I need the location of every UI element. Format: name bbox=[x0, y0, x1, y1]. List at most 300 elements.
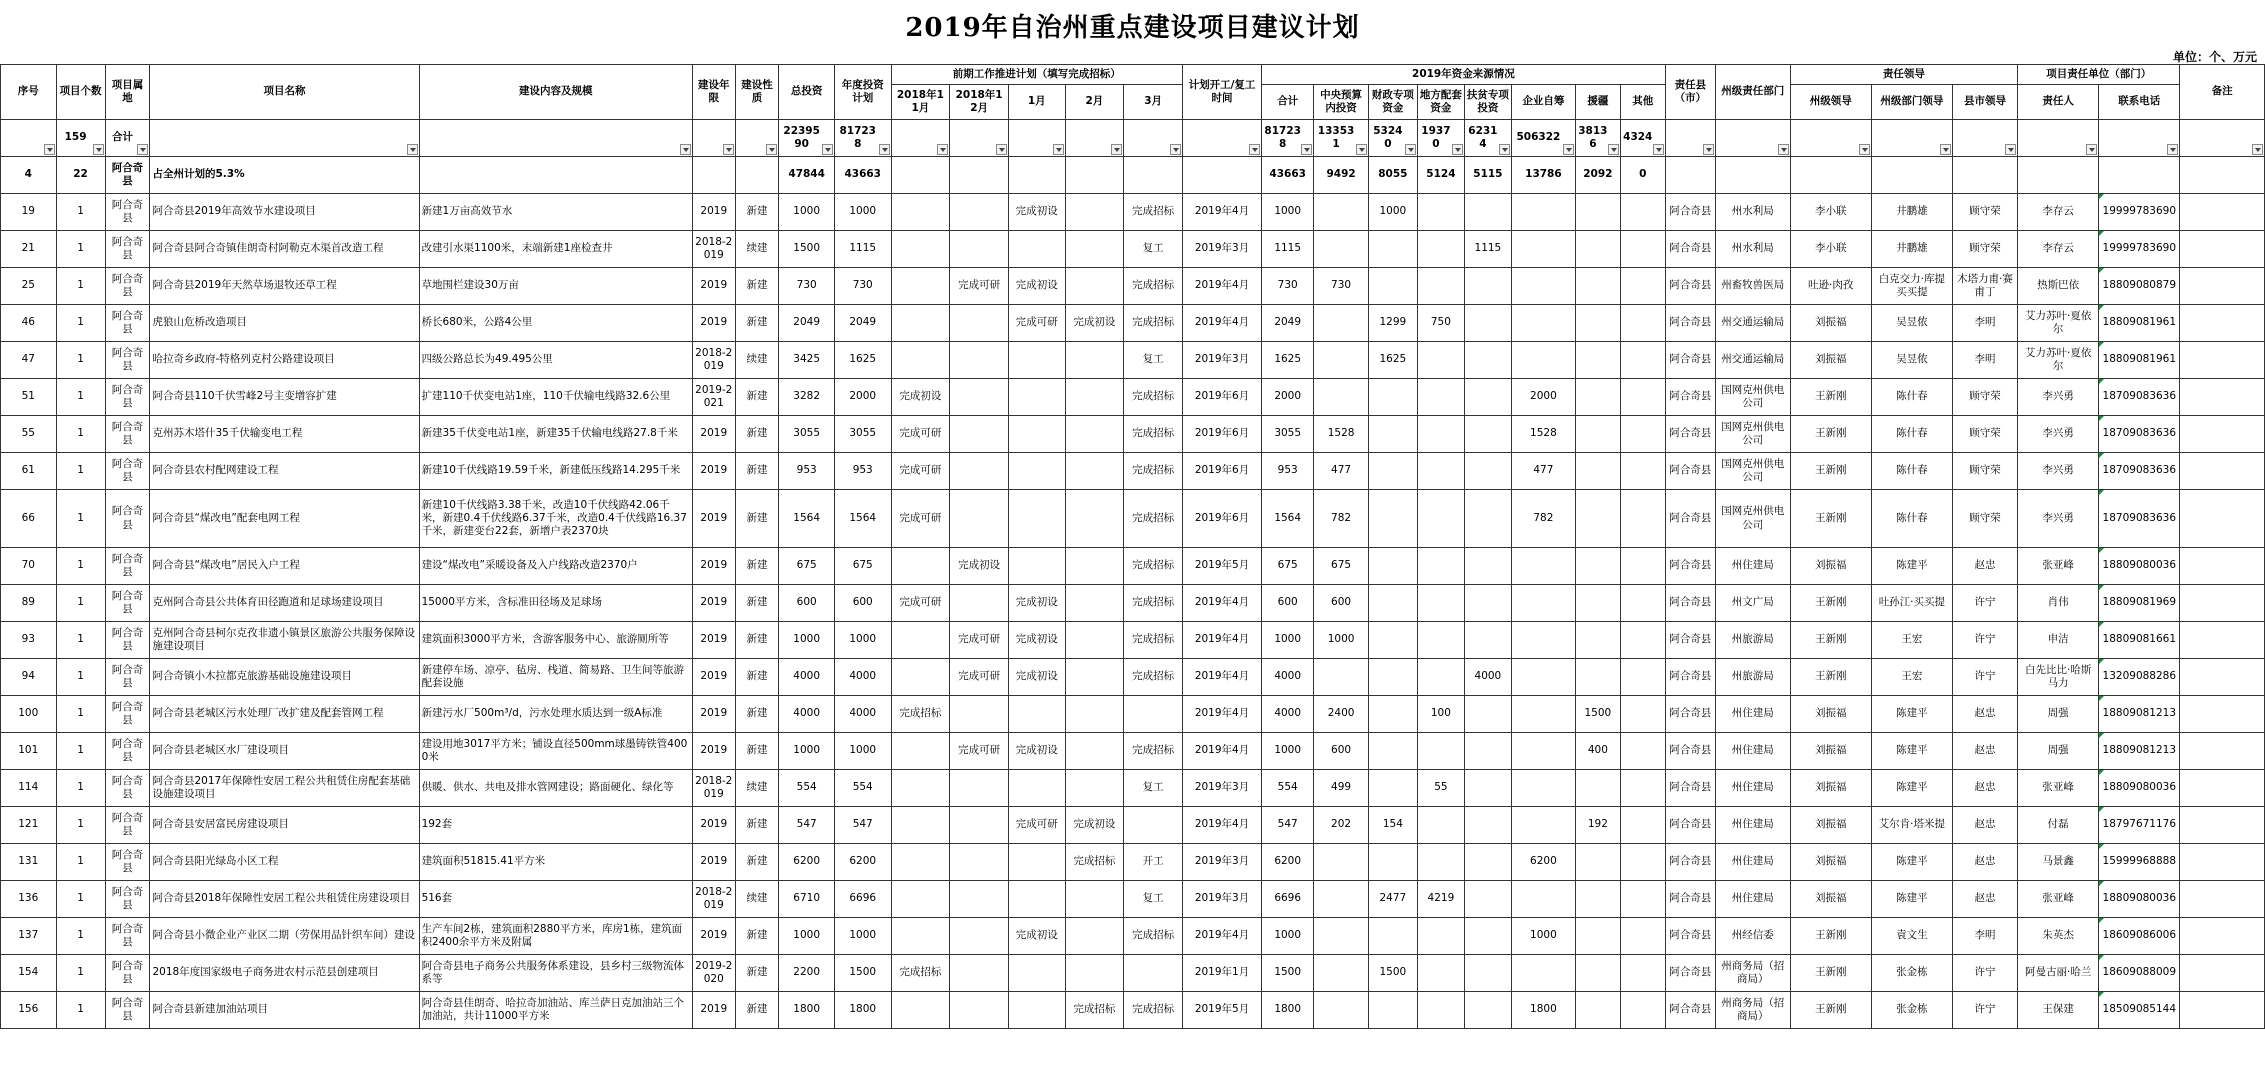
cell-pw-nov: 完成可研 bbox=[891, 585, 950, 622]
table-row[interactable] bbox=[1, 585, 2265, 622]
cell-count: 1 bbox=[56, 548, 105, 585]
cell-f-poverty: 4000 bbox=[1464, 659, 1511, 696]
col-annual: 年度投资计划 bbox=[834, 65, 891, 120]
cell-pw-feb bbox=[1065, 231, 1124, 268]
summary-ld-state bbox=[1790, 157, 1871, 194]
cell-ld-dept: 吴昱侬 bbox=[1871, 342, 1952, 379]
cell-resp-dept: 州商务局（招商局） bbox=[1715, 955, 1790, 992]
cell-pw-feb bbox=[1065, 585, 1124, 622]
table-row[interactable] bbox=[1, 992, 2265, 1029]
summary-pw-jan bbox=[1008, 157, 1065, 194]
cell-pw-feb: 完成招标 bbox=[1065, 844, 1124, 881]
cell-ld-dept: 陈建平 bbox=[1871, 770, 1952, 807]
cell-ld-county: 李明 bbox=[1952, 342, 2017, 379]
cell-planned-time: 2019年4月 bbox=[1183, 268, 1262, 305]
cell-ld-county: 李明 bbox=[1952, 305, 2017, 342]
cell-note-marker-icon bbox=[2099, 490, 2104, 495]
cell-period: 2019 bbox=[692, 807, 735, 844]
cell-f-central bbox=[1314, 305, 1368, 342]
cell-total: 600 bbox=[779, 585, 835, 622]
cell-f-aid bbox=[1575, 881, 1620, 918]
cell-seq: 55 bbox=[1, 416, 57, 453]
table-row[interactable] bbox=[1, 379, 2265, 416]
cell-u-phone: 18809081961 bbox=[2099, 342, 2180, 379]
filter-dropdown-icon[interactable] bbox=[1301, 144, 1312, 155]
cell-f-central bbox=[1314, 844, 1368, 881]
cell-f-enterprise: 1800 bbox=[1511, 992, 1575, 1029]
cell-note-marker-icon bbox=[2099, 622, 2104, 627]
cell-f-central: 782 bbox=[1314, 490, 1368, 548]
filter-cell-ld-county bbox=[1952, 120, 2017, 157]
cell-name: 克州阿合奇县公共体育田径跑道和足球场建设项目 bbox=[150, 585, 419, 622]
cell-pw-dec bbox=[950, 194, 1009, 231]
cell-total: 1000 bbox=[779, 733, 835, 770]
cell-planned-time: 2019年3月 bbox=[1183, 342, 1262, 379]
cell-content: 建筑面积3000平方米，含游客服务中心、旅游厕所等 bbox=[419, 622, 692, 659]
filter-dropdown-icon[interactable] bbox=[2167, 144, 2178, 155]
cell-f-enterprise bbox=[1511, 696, 1575, 733]
cell-f-total: 6696 bbox=[1262, 881, 1314, 918]
cell-f-aid: 192 bbox=[1575, 807, 1620, 844]
cell-ld-county: 许宁 bbox=[1952, 585, 2017, 622]
cell-pw-dec: 完成可研 bbox=[950, 622, 1009, 659]
table-row[interactable] bbox=[1, 490, 2265, 548]
cell-remark bbox=[2180, 733, 2265, 770]
filter-dropdown-icon[interactable] bbox=[1249, 144, 1260, 155]
filter-dropdown-icon[interactable] bbox=[407, 144, 418, 155]
cell-f-total: 4000 bbox=[1262, 696, 1314, 733]
cell-seq: 89 bbox=[1, 585, 57, 622]
cell-ld-dept: 吴昱侬 bbox=[1871, 305, 1952, 342]
cell-f-local bbox=[1417, 659, 1464, 696]
filter-dropdown-icon[interactable] bbox=[1170, 144, 1181, 155]
cell-f-enterprise bbox=[1511, 770, 1575, 807]
cell-planned-time: 2019年6月 bbox=[1183, 490, 1262, 548]
cell-f-central: 499 bbox=[1314, 770, 1368, 807]
cell-pw-jan bbox=[1008, 881, 1065, 918]
cell-pw-jan bbox=[1008, 453, 1065, 490]
cell-f-enterprise bbox=[1511, 807, 1575, 844]
cell-planned-time: 2019年5月 bbox=[1183, 548, 1262, 585]
cell-planned-time: 2019年3月 bbox=[1183, 844, 1262, 881]
table-row[interactable] bbox=[1, 881, 2265, 918]
cell-seq: 137 bbox=[1, 918, 57, 955]
cell-seq: 70 bbox=[1, 548, 57, 585]
cell-ld-county: 赵忠 bbox=[1952, 881, 2017, 918]
group-unit: 项目责任单位（部门） bbox=[2018, 65, 2180, 85]
table-row[interactable] bbox=[1, 659, 2265, 696]
cell-total: 4000 bbox=[779, 659, 835, 696]
cell-resp-dept: 州畜牧兽医局 bbox=[1715, 268, 1790, 305]
cell-resp-county: 阿合奇县 bbox=[1665, 733, 1715, 770]
cell-seq: 21 bbox=[1, 231, 57, 268]
cell-planned-time: 2019年4月 bbox=[1183, 585, 1262, 622]
filter-totals-row bbox=[1, 120, 2265, 157]
cell-pw-feb bbox=[1065, 955, 1124, 992]
cell-f-local: 55 bbox=[1417, 770, 1464, 807]
cell-f-poverty bbox=[1464, 585, 1511, 622]
cell-f-central bbox=[1314, 955, 1368, 992]
col-ld-county: 县市领导 bbox=[1952, 85, 2017, 120]
cell-count: 1 bbox=[56, 622, 105, 659]
cell-ld-county: 许宁 bbox=[1952, 955, 2017, 992]
col-count: 项目个数 bbox=[56, 65, 105, 120]
cell-pw-feb bbox=[1065, 416, 1124, 453]
filter-dropdown-icon[interactable] bbox=[1053, 144, 1064, 155]
cell-resp-county: 阿合奇县 bbox=[1665, 770, 1715, 807]
cell-location: 阿合奇县 bbox=[105, 453, 150, 490]
cell-f-fiscal bbox=[1368, 490, 1417, 548]
cell-name: 阿合奇县阳光绿岛小区工程 bbox=[150, 844, 419, 881]
filter-dropdown-icon[interactable] bbox=[822, 144, 833, 155]
cell-ld-county: 顾守荣 bbox=[1952, 453, 2017, 490]
cell-f-aid bbox=[1575, 548, 1620, 585]
cell-ld-county: 赵忠 bbox=[1952, 807, 2017, 844]
cell-annual: 4000 bbox=[834, 696, 891, 733]
filter-dropdown-icon[interactable] bbox=[1405, 144, 1416, 155]
cell-content: 生产车间2栋，建筑面积2880平方米，库房1栋，建筑面积2400余平方米及附属 bbox=[419, 918, 692, 955]
cell-planned-time: 2019年5月 bbox=[1183, 992, 1262, 1029]
filter-dropdown-icon[interactable] bbox=[1356, 144, 1367, 155]
cell-f-other bbox=[1620, 844, 1665, 881]
cell-u-person: 王保建 bbox=[2018, 992, 2099, 1029]
table-row[interactable] bbox=[1, 194, 2265, 231]
cell-content: 草地围栏建设30万亩 bbox=[419, 268, 692, 305]
cell-u-phone: 18709083636 bbox=[2099, 490, 2180, 548]
cell-pw-mar: 复工 bbox=[1124, 342, 1183, 379]
cell-content: 建设“煤改电”采暖设备及入户线路改造2370户 bbox=[419, 548, 692, 585]
cell-total: 730 bbox=[779, 268, 835, 305]
cell-total: 2049 bbox=[779, 305, 835, 342]
filter-dropdown-icon[interactable] bbox=[44, 144, 55, 155]
cell-f-aid bbox=[1575, 918, 1620, 955]
filter-dropdown-icon[interactable] bbox=[93, 144, 104, 155]
cell-location: 阿合奇县 bbox=[105, 416, 150, 453]
cell-pw-dec bbox=[950, 844, 1009, 881]
cell-f-enterprise bbox=[1511, 194, 1575, 231]
table-row[interactable] bbox=[1, 955, 2265, 992]
cell-content: 阿合奇县电子商务公共服务体系建设，县乡村三级物流体系等 bbox=[419, 955, 692, 992]
cell-pw-dec bbox=[950, 453, 1009, 490]
cell-f-other bbox=[1620, 992, 1665, 1029]
cell-ld-dept: 王宏 bbox=[1871, 622, 1952, 659]
cell-resp-dept: 州住建局 bbox=[1715, 733, 1790, 770]
cell-resp-county: 阿合奇县 bbox=[1665, 268, 1715, 305]
cell-pw-nov: 完成可研 bbox=[891, 416, 950, 453]
filter-dropdown-icon[interactable] bbox=[1608, 144, 1619, 155]
cell-f-poverty bbox=[1464, 490, 1511, 548]
table-row[interactable] bbox=[1, 416, 2265, 453]
cell-count: 1 bbox=[56, 881, 105, 918]
filter-cell-f-enterprise bbox=[1511, 120, 1575, 157]
filter-dropdown-icon[interactable] bbox=[2086, 144, 2097, 155]
cell-f-poverty bbox=[1464, 918, 1511, 955]
table-row[interactable] bbox=[1, 548, 2265, 585]
cell-ld-state: 王新刚 bbox=[1790, 453, 1871, 490]
cell-f-enterprise bbox=[1511, 659, 1575, 696]
cell-count: 1 bbox=[56, 379, 105, 416]
cell-planned-time: 2019年4月 bbox=[1183, 659, 1262, 696]
cell-location: 阿合奇县 bbox=[105, 231, 150, 268]
cell-f-central: 675 bbox=[1314, 548, 1368, 585]
cell-ld-dept: 井鹏雄 bbox=[1871, 194, 1952, 231]
cell-ld-county: 木塔力甫·赛甫丁 bbox=[1952, 268, 2017, 305]
table-row[interactable] bbox=[1, 622, 2265, 659]
filter-cell-pw-mar bbox=[1124, 120, 1183, 157]
cell-total: 6710 bbox=[779, 881, 835, 918]
cell-location: 阿合奇县 bbox=[105, 548, 150, 585]
cell-nature: 新建 bbox=[735, 379, 779, 416]
filter-dropdown-icon[interactable] bbox=[766, 144, 777, 155]
cell-u-person: 李存云 bbox=[2018, 194, 2099, 231]
cell-resp-county: 阿合奇县 bbox=[1665, 194, 1715, 231]
table-row[interactable] bbox=[1, 696, 2265, 733]
cell-period: 2018-2019 bbox=[692, 881, 735, 918]
cell-f-enterprise bbox=[1511, 342, 1575, 379]
cell-name: 阿合奇县农村配网建设工程 bbox=[150, 453, 419, 490]
col-u-person: 责任人 bbox=[2018, 85, 2099, 120]
summary-count: 22 bbox=[56, 157, 105, 194]
cell-location: 阿合奇县 bbox=[105, 342, 150, 379]
table-row[interactable] bbox=[1, 733, 2265, 770]
cell-pw-nov: 完成可研 bbox=[891, 453, 950, 490]
filter-cell-name bbox=[150, 120, 419, 157]
cell-u-person: 李兴勇 bbox=[2018, 379, 2099, 416]
cell-f-poverty: 1115 bbox=[1464, 231, 1511, 268]
table-row[interactable] bbox=[1, 918, 2265, 955]
cell-total: 1000 bbox=[779, 622, 835, 659]
cell-f-local bbox=[1417, 622, 1464, 659]
cell-f-other bbox=[1620, 305, 1665, 342]
cell-f-poverty bbox=[1464, 622, 1511, 659]
cell-count: 1 bbox=[56, 490, 105, 548]
col-f-total: 合计 bbox=[1262, 85, 1314, 120]
cell-pw-nov: 完成招标 bbox=[891, 696, 950, 733]
cell-total: 3055 bbox=[779, 416, 835, 453]
table-row[interactable] bbox=[1, 453, 2265, 490]
cell-location: 阿合奇县 bbox=[105, 622, 150, 659]
cell-f-fiscal bbox=[1368, 659, 1417, 696]
cell-pw-jan bbox=[1008, 342, 1065, 379]
cell-resp-dept: 州住建局 bbox=[1715, 770, 1790, 807]
cell-pw-nov bbox=[891, 807, 950, 844]
cell-name: 阿合奇县安居富民房建设项目 bbox=[150, 807, 419, 844]
cell-f-enterprise bbox=[1511, 881, 1575, 918]
cell-annual: 600 bbox=[834, 585, 891, 622]
cell-name: 虎狼山危桥改造项目 bbox=[150, 305, 419, 342]
cell-pw-dec bbox=[950, 955, 1009, 992]
cell-pw-feb: 完成初设 bbox=[1065, 807, 1124, 844]
cell-u-person: 周强 bbox=[2018, 696, 2099, 733]
cell-f-central bbox=[1314, 992, 1368, 1029]
cell-seq: 25 bbox=[1, 268, 57, 305]
cell-f-poverty bbox=[1464, 770, 1511, 807]
filter-dropdown-icon[interactable] bbox=[1563, 144, 1574, 155]
table-row[interactable] bbox=[1, 305, 2265, 342]
cell-f-total: 953 bbox=[1262, 453, 1314, 490]
cell-pw-mar: 完成招标 bbox=[1124, 622, 1183, 659]
cell-f-other bbox=[1620, 416, 1665, 453]
cell-period: 2019 bbox=[692, 194, 735, 231]
cell-ld-state: 李小联 bbox=[1790, 194, 1871, 231]
cell-f-local bbox=[1417, 585, 1464, 622]
filter-dropdown-icon[interactable] bbox=[1499, 144, 1510, 155]
cell-f-fiscal bbox=[1368, 844, 1417, 881]
cell-pw-jan: 完成初设 bbox=[1008, 918, 1065, 955]
cell-f-central: 600 bbox=[1314, 733, 1368, 770]
cell-f-central: 477 bbox=[1314, 453, 1368, 490]
cell-pw-jan bbox=[1008, 992, 1065, 1029]
county-summary-row bbox=[1, 157, 2265, 194]
filter-dropdown-icon[interactable] bbox=[2252, 144, 2263, 155]
cell-u-person: 马景鑫 bbox=[2018, 844, 2099, 881]
cell-ld-county: 许宁 bbox=[1952, 992, 2017, 1029]
filter-cell-count bbox=[56, 120, 105, 157]
cell-f-enterprise: 477 bbox=[1511, 453, 1575, 490]
cell-note-marker-icon bbox=[2099, 585, 2104, 590]
cell-f-poverty bbox=[1464, 807, 1511, 844]
filter-dropdown-icon[interactable] bbox=[2005, 144, 2016, 155]
table-row[interactable] bbox=[1, 268, 2265, 305]
cell-f-central: 600 bbox=[1314, 585, 1368, 622]
cell-ld-state: 刘振福 bbox=[1790, 305, 1871, 342]
cell-nature: 续建 bbox=[735, 342, 779, 379]
filter-dropdown-icon[interactable] bbox=[937, 144, 948, 155]
cell-ld-dept: 陈建平 bbox=[1871, 696, 1952, 733]
cell-pw-mar: 完成招标 bbox=[1124, 733, 1183, 770]
filter-dropdown-icon[interactable] bbox=[996, 144, 1007, 155]
cell-resp-county: 阿合奇县 bbox=[1665, 918, 1715, 955]
cell-nature: 续建 bbox=[735, 881, 779, 918]
cell-f-aid bbox=[1575, 342, 1620, 379]
filter-dropdown-icon[interactable] bbox=[723, 144, 734, 155]
cell-remark bbox=[2180, 548, 2265, 585]
summary-f-poverty: 5115 bbox=[1464, 157, 1511, 194]
cell-f-total: 1564 bbox=[1262, 490, 1314, 548]
summary-period bbox=[692, 157, 735, 194]
filter-cell-f-local bbox=[1417, 120, 1464, 157]
cell-pw-nov bbox=[891, 231, 950, 268]
filter-dropdown-icon[interactable] bbox=[137, 144, 148, 155]
cell-resp-dept: 州水利局 bbox=[1715, 194, 1790, 231]
cell-ld-state: 刘振福 bbox=[1790, 696, 1871, 733]
cell-pw-mar bbox=[1124, 696, 1183, 733]
cell-f-central bbox=[1314, 881, 1368, 918]
cell-period: 2019 bbox=[692, 622, 735, 659]
table-row[interactable] bbox=[1, 342, 2265, 379]
cell-f-aid bbox=[1575, 453, 1620, 490]
summary-pw-dec bbox=[950, 157, 1009, 194]
cell-planned-time: 2019年3月 bbox=[1183, 231, 1262, 268]
cell-resp-dept: 州旅游局 bbox=[1715, 659, 1790, 696]
table-row[interactable] bbox=[1, 231, 2265, 268]
cell-f-local bbox=[1417, 453, 1464, 490]
cell-note-marker-icon bbox=[2099, 416, 2104, 421]
cell-resp-dept: 州文广局 bbox=[1715, 585, 1790, 622]
summary-u-person bbox=[2018, 157, 2099, 194]
cell-name: 阿合奇县老城区污水处理厂改扩建及配套管网工程 bbox=[150, 696, 419, 733]
summary-planned-time bbox=[1183, 157, 1262, 194]
cell-ld-dept: 张金栋 bbox=[1871, 955, 1952, 992]
totals-total: 2239590 bbox=[783, 124, 820, 150]
cell-f-total: 675 bbox=[1262, 548, 1314, 585]
filter-dropdown-icon[interactable] bbox=[1778, 144, 1789, 155]
filter-dropdown-icon[interactable] bbox=[1940, 144, 1951, 155]
cell-total: 1000 bbox=[779, 194, 835, 231]
cell-nature: 续建 bbox=[735, 231, 779, 268]
col-f-other: 其他 bbox=[1620, 85, 1665, 120]
table-row[interactable] bbox=[1, 807, 2265, 844]
cell-f-total: 1000 bbox=[1262, 194, 1314, 231]
col-pw-feb: 2月 bbox=[1065, 85, 1124, 120]
cell-f-total: 730 bbox=[1262, 268, 1314, 305]
cell-period: 2019 bbox=[692, 585, 735, 622]
cell-period: 2019 bbox=[692, 548, 735, 585]
cell-total: 1564 bbox=[779, 490, 835, 548]
filter-dropdown-icon[interactable] bbox=[879, 144, 890, 155]
cell-count: 1 bbox=[56, 733, 105, 770]
cell-u-phone: 18609088009 bbox=[2099, 955, 2180, 992]
cell-remark bbox=[2180, 955, 2265, 992]
filter-dropdown-icon[interactable] bbox=[1653, 144, 1664, 155]
filter-dropdown-icon[interactable] bbox=[1111, 144, 1122, 155]
group-prework: 前期工作推进计划（填写完成招标） bbox=[891, 65, 1183, 85]
filter-cell-f-total bbox=[1262, 120, 1314, 157]
cell-location: 阿合奇县 bbox=[105, 992, 150, 1029]
cell-remark bbox=[2180, 416, 2265, 453]
cell-pw-mar: 完成招标 bbox=[1124, 194, 1183, 231]
cell-f-enterprise bbox=[1511, 622, 1575, 659]
cell-f-aid bbox=[1575, 379, 1620, 416]
filter-cell-ld-dept bbox=[1871, 120, 1952, 157]
filter-dropdown-icon[interactable] bbox=[680, 144, 691, 155]
cell-f-local bbox=[1417, 490, 1464, 548]
filter-dropdown-icon[interactable] bbox=[1859, 144, 1870, 155]
cell-f-poverty bbox=[1464, 955, 1511, 992]
cell-f-fiscal: 1000 bbox=[1368, 194, 1417, 231]
cell-f-poverty bbox=[1464, 379, 1511, 416]
cell-ld-state: 刘振福 bbox=[1790, 548, 1871, 585]
cell-ld-county: 赵忠 bbox=[1952, 770, 2017, 807]
cell-resp-county: 阿合奇县 bbox=[1665, 231, 1715, 268]
filter-dropdown-icon[interactable] bbox=[1703, 144, 1714, 155]
cell-f-fiscal bbox=[1368, 231, 1417, 268]
cell-period: 2019-2020 bbox=[692, 955, 735, 992]
cell-annual: 1115 bbox=[834, 231, 891, 268]
col-period: 建设年限 bbox=[692, 65, 735, 120]
cell-location: 阿合奇县 bbox=[105, 844, 150, 881]
filter-cell-total bbox=[779, 120, 835, 157]
cell-planned-time: 2019年4月 bbox=[1183, 733, 1262, 770]
cell-ld-county: 顾守荣 bbox=[1952, 231, 2017, 268]
cell-note-marker-icon bbox=[2099, 453, 2104, 458]
cell-resp-county: 阿合奇县 bbox=[1665, 416, 1715, 453]
cell-seq: 114 bbox=[1, 770, 57, 807]
cell-f-total: 6200 bbox=[1262, 844, 1314, 881]
cell-seq: 154 bbox=[1, 955, 57, 992]
cell-name: 阿合奇县110千伏雪峰2号主变增容扩建 bbox=[150, 379, 419, 416]
cell-u-person: 李存云 bbox=[2018, 231, 2099, 268]
table-row[interactable] bbox=[1, 770, 2265, 807]
table-row[interactable] bbox=[1, 844, 2265, 881]
cell-note-marker-icon bbox=[2099, 659, 2104, 664]
cell-pw-mar: 复工 bbox=[1124, 881, 1183, 918]
cell-count: 1 bbox=[56, 453, 105, 490]
filter-dropdown-icon[interactable] bbox=[1452, 144, 1463, 155]
cell-name: 阿合奇县“煤改电”居民入户工程 bbox=[150, 548, 419, 585]
cell-resp-county: 阿合奇县 bbox=[1665, 992, 1715, 1029]
cell-f-central: 1000 bbox=[1314, 622, 1368, 659]
